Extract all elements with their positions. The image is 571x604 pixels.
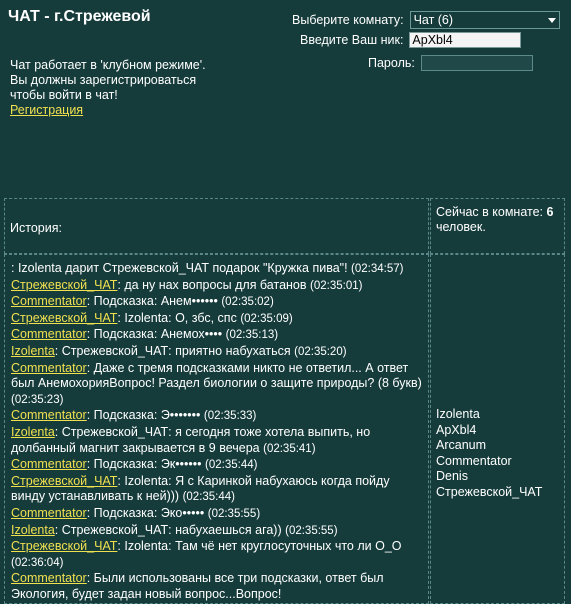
notice-line: чтобы войти в чат! (10, 88, 118, 102)
chat-message (11, 311, 424, 328)
history-header (4, 198, 429, 254)
message-text: : Стрежевской_ЧАТ: я сегодня тоже хотела выпить, но долбанный магнит закрывается в 9 вечера (11, 424, 371, 455)
online-prefix: Сейчас в комнате: (436, 205, 544, 219)
chat-message (11, 523, 424, 540)
message-author-link[interactable]: Commentator (11, 571, 87, 586)
message-text: : Стрежевской_ЧАТ: приятно набухаться (54, 343, 291, 358)
message-author-link[interactable]: Izolenta (11, 522, 55, 537)
online-user: ApXbl4 (436, 422, 477, 437)
chat-message (11, 474, 424, 506)
message-text: : да ну нах вопросы для батанов (117, 277, 307, 292)
message-author-link[interactable]: Commentator (11, 505, 87, 520)
online-user: Arcanum (436, 438, 487, 453)
password-row (368, 55, 533, 71)
chat-message (11, 457, 424, 474)
message-timestamp: (02:35:33) (203, 410, 257, 423)
online-count (430, 198, 565, 254)
chat-message (11, 539, 424, 571)
notice-line: Чат работает в 'клубном режиме'. (10, 58, 206, 72)
chat-message (11, 278, 424, 295)
message-timestamp: (02:35:44) (205, 459, 258, 472)
online-user: Commentator (436, 453, 512, 468)
chevron-down-icon (548, 18, 556, 23)
message-timestamp: (02:35:41) (263, 442, 316, 455)
chat-message (11, 361, 424, 409)
message-author-link[interactable]: Стрежевской_ЧАТ (11, 277, 118, 292)
message-text: : Подсказка: Анемох•••• (86, 327, 223, 342)
message-author-link[interactable]: Commentator (11, 408, 87, 423)
chat-message (11, 571, 424, 602)
message-timestamp: (02:35:55) (207, 507, 261, 520)
message-author-link[interactable]: Стрежевской_ЧАТ (11, 539, 118, 554)
message-text: : Подсказка: Эко••••• (86, 505, 205, 520)
chat-message (11, 327, 424, 344)
message-timestamp: (02:35:13) (225, 329, 279, 342)
message-timestamp: (02:34:57) (351, 263, 404, 275)
user-list (430, 254, 565, 604)
chat-message (11, 425, 424, 457)
chat-message (11, 506, 424, 523)
message-text: : Стрежевской_ЧАТ: набухаешься ага)) (54, 522, 282, 537)
message-timestamp: (02:36:04) (11, 556, 64, 569)
message-author-link[interactable]: Стрежевской_ЧАТ (11, 473, 118, 488)
message-author-link[interactable]: Commentator (11, 294, 87, 309)
room-row (292, 11, 560, 29)
message-timestamp: (02:35:55) (285, 524, 338, 537)
chat-message (11, 344, 424, 361)
password-label: Пароль: (368, 56, 415, 70)
club-mode-notice (10, 58, 206, 118)
online-suffix: человек. (436, 220, 486, 234)
message-text: : Подсказка: Э••••••• (86, 408, 201, 423)
message-author-link[interactable]: Izolenta (11, 343, 55, 358)
message-text: : Izolenta: Там чё нет круглосуточных что ли О_О (117, 539, 402, 554)
nick-input[interactable]: ApXbl4 (409, 32, 521, 48)
message-author-link[interactable]: Izolenta (11, 424, 55, 439)
chat-log[interactable] (4, 254, 429, 604)
room-select-value: Чат (6) (413, 13, 454, 27)
message-text: : Подсказка: Эк•••••• (86, 457, 202, 472)
chat-message (11, 261, 424, 278)
chat-message (11, 408, 424, 425)
page-title: ЧАТ - г.Стрежевой (8, 8, 151, 25)
message-text: : Даже с тремя подсказками никто не ответил... А ответ был АнемохорияВопрос! Раздел биологии о защите природы? (8 букв) (11, 360, 422, 391)
room-label: Выберите комнату: (292, 13, 404, 27)
room-select[interactable] (410, 11, 560, 29)
message-text: : Izolenta: Я с Каринкой набухаюсь когда пойду винду устанавливать к ней))) (11, 473, 390, 504)
password-input[interactable] (421, 55, 533, 71)
message-text: : Подсказка: Анем•••••• (86, 294, 218, 309)
message-timestamp: (02:35:01) (310, 279, 363, 292)
message-author-link[interactable]: Commentator (11, 457, 87, 472)
message-text: : Были использованы все три подсказки, ответ был Экология, будет задан новый вопрос...Вопрос! (11, 571, 384, 601)
message-author-link[interactable]: Commentator (11, 360, 87, 375)
register-link[interactable]: Регистрация (10, 103, 84, 117)
message-text: : Izolenta: О, збс, спс (117, 310, 237, 325)
message-author-link[interactable]: Commentator (11, 327, 87, 342)
online-user: Denis (436, 469, 468, 484)
online-user: Izolenta (436, 407, 480, 421)
chat-message (11, 294, 424, 311)
message-timestamp: (02:35:23) (11, 393, 64, 406)
message-text: : Izolenta дарит Стрежевской_ЧАТ подарок "Кружка пива"! (11, 261, 348, 275)
nick-label: Введите Ваш ник: (300, 33, 404, 47)
message-timestamp: (02:35:20) (294, 345, 347, 358)
online-user: Стрежевской_ЧАТ (436, 484, 543, 499)
nick-row (300, 32, 521, 48)
online-number: 6 (546, 205, 554, 219)
notice-line: Вы должны зарегистрироваться (10, 73, 197, 87)
history-label: История: (10, 221, 62, 235)
message-timestamp: (02:35:02) (221, 296, 274, 309)
message-timestamp: (02:35:44) (182, 491, 236, 504)
message-author-link[interactable]: Стрежевской_ЧАТ (11, 310, 118, 325)
message-timestamp: (02:35:09) (240, 312, 293, 325)
